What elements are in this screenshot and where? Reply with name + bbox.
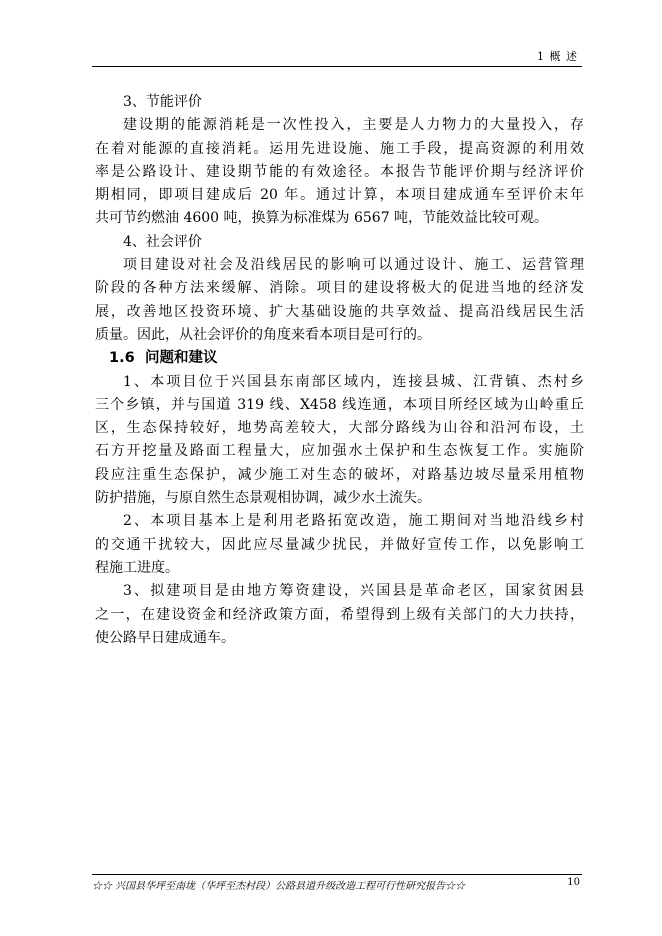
paragraph-line: 率是公路设计、建设期节能的有效途径。本报告节能评价期与经济评价 [95,163,584,180]
page-number: 10 [567,877,580,888]
section-number: 1.6 [109,350,135,367]
paragraph-line: 程施工进度。 [95,559,179,576]
paragraph-line: 展，改善地区投资环境、扩大基础设施的共享效益、提高沿线居民生活 [95,303,584,320]
paragraph-line: 1、本项目位于兴国县东南部区域内，连接县城、江背镇、杰村乡 [123,373,584,390]
chapter-title: 1 概 述 [537,50,578,63]
paragraph-line: 防护措施，与原自然生态景观相协调，减少水土流失。 [95,490,431,507]
paragraph-line: 使公路早日建成通车。 [95,629,235,646]
page-footer [92,874,582,891]
paragraph-line: 建设期的能源消耗是一次性投入，主要是人力物力的大量投入，存 [123,117,584,134]
page-header [92,48,582,67]
paragraph-line: 2、本项目基本上是利用老路拓宽改造，施工期间对当地沿线乡村 [123,513,584,530]
paragraph-line: 段应注重生态保护，减少施工对生态的破坏，对路基边坡尽量采用植物 [95,466,584,483]
paragraph-line: 质量。因此，从社会评价的角度来看本项目是可行的。 [95,326,431,343]
heading-social-evaluation: 4、社会评价 [123,233,202,250]
section-title: 问题和建议 [145,350,218,367]
paragraph-line: 三个乡镇，并与国道 319 线、X458 线连通，本项目所经区域为山岭重丘 [95,396,584,413]
paragraph-line: 的交通干扰较大，因此应尽量减少扰民，并做好宣传工作，以免影响工 [95,536,584,553]
paragraph-line: 共可节约燃油 4600 吨，换算为标准煤为 6567 吨，节能效益比较可观。 [95,210,549,227]
heading-energy-evaluation: 3、节能评价 [123,94,202,110]
document-body [95,91,584,650]
section-heading [95,347,584,370]
report-title: ☆☆ 兴国县华坪至南垅（华坪至杰村段）公路县道升级改造工程可行性研究报告☆☆ [92,881,466,892]
paragraph-line: 3、拟建项目是由地方筹资建设，兴国县是革命老区，国家贫困县 [123,583,584,600]
paragraph-line: 石方开挖量及路面工程量大，应加强水土保护和生态恢复工作。实施阶 [95,443,584,460]
paragraph-line: 项目建设对社会及沿线居民的影响可以通过设计、施工、运营管理 [123,257,584,274]
paragraph-line: 之一，在建设资金和经济政策方面，希望得到上级有关部门的大力扶持， [95,606,584,623]
paragraph-line: 在着对能源的直接消耗。运用先进设施、施工手段，提高资源的利用效 [95,140,584,157]
paragraph-line: 期相同，即项目建成后 20 年。通过计算，本项目建成通车至评价末年 [95,187,584,204]
paragraph-line: 区，生态保持较好，地势高差较大，大部分路线为山谷和沿河布设，土 [95,420,584,437]
paragraph-line: 阶段的各种方法来缓解、消除。项目的建设将极大的促进当地的经济发 [95,280,584,297]
